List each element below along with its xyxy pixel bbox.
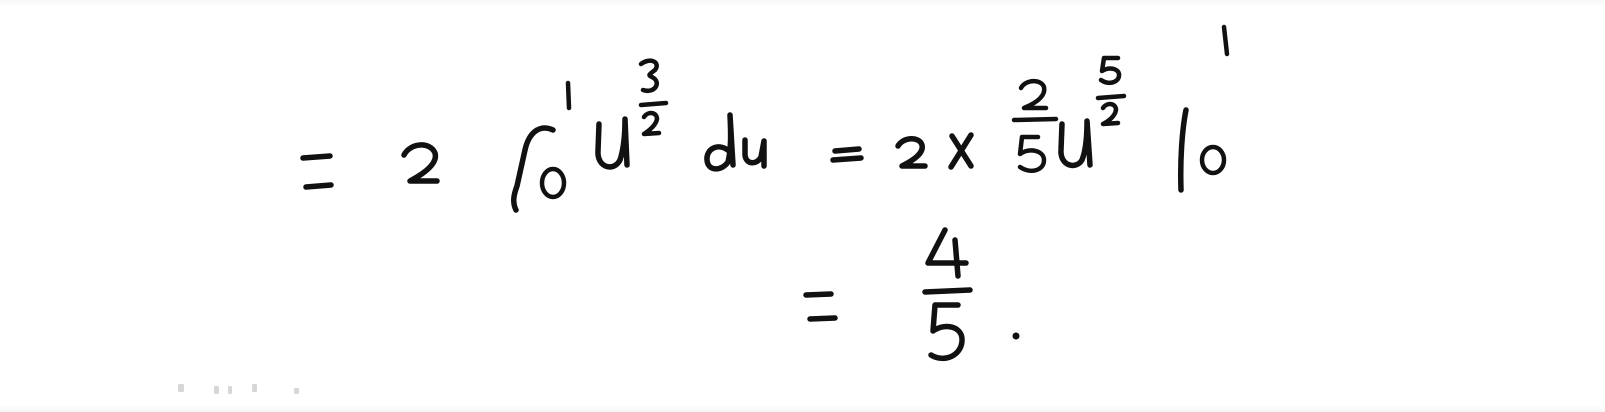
exponent-three-halves — [641, 61, 666, 134]
variable-u-2 — [1061, 121, 1090, 165]
evaluation-lower-limit-0 — [1202, 147, 1224, 173]
fraction-two-fifths — [1014, 81, 1056, 171]
integral-lower-limit-0 — [542, 169, 564, 197]
times-sign — [951, 135, 971, 167]
integral-upper-limit-1 — [568, 83, 569, 108]
equals-sign-3 — [806, 294, 835, 319]
period-dot — [1013, 333, 1020, 340]
variable-u-1 — [598, 119, 627, 167]
result-fraction-bar — [925, 290, 970, 292]
evaluation-upper-limit-1 — [1224, 27, 1227, 54]
coefficient-2 — [404, 145, 437, 181]
equals-sign-1 — [303, 156, 331, 187]
coefficient-2b — [898, 139, 925, 166]
exponent-five-halves — [1098, 58, 1124, 124]
evaluation-bar — [1181, 110, 1186, 190]
numerator-4 — [928, 230, 966, 276]
equals-sign-2 — [833, 149, 861, 160]
denominator-5 — [931, 305, 962, 358]
differential-du — [707, 115, 764, 169]
